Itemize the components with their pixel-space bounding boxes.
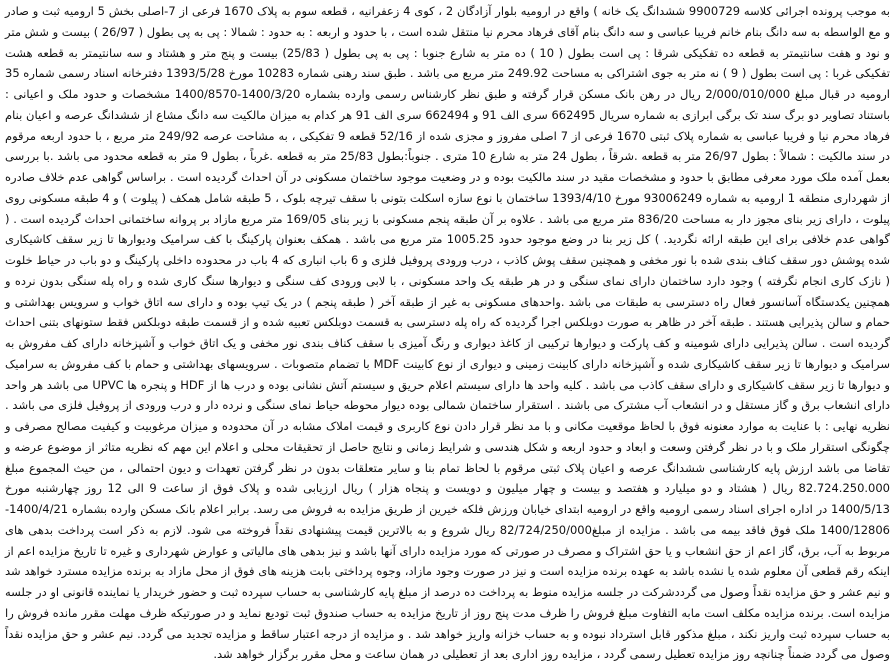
- notice-body-text: به موجب پرونده اجرائی کلاسه 9900729 ششدانگ یک خانه ) واقع در ارومیه بلوار آزادگان 2 ، کوی 4 زعفرانیه ، قطعه سوم به پلاک 1670 فرعی از 7-اصلی بخش 5 ارومیه ثبت و صادر و مع الواسطه به سه دانگ بنام خانم فریبا عباسی و سه دانگ بنام آقای فرهاد محرم نیا منتقل شده است ، با حدود و اربعه : به حدود : شمالا : پی به پی بطول ( 26/97 ) بیست و شش متر و نود و هفت سانتیمتر به قطعه ده تفکیکی شرقا : پی است بطول ( 10 ) ده متر به شارع جنوبا : پی به پی بطول ( 25/83) بیست و پنج متر و هشتاد و سه سانتیمتر به قطعه هشت تفکیکی غربا : پی است بطول ( 9 ) نه متر به جوی اشتراکی به مساحت 249.92 متر مربع می باشد . طبق سند رهنی شماره 10283 مورخ 1393/5/28 دفترخانه اسناد رسمی شماره 35 ارومیه در قبال مبلغ 2/000/010/000 ریال در رهن بانک مسکن قرار گرفته و طبق نظر کارشناس رسمی وارده بشماره 1400/3/20-1400/8570 مشخصات و حدود ملک و اعیانی : باستناد تصاویر دو برگ سند تک برگی ابرازی به شماره سریال 662495 سری الف 91 و 662494 سری الف 91 هر کدام به میزان مالکیت سه دانگ مشاع از ششدانگ عرصه و اعیان بنام فرهاد محرم نیا و فریبا عباسی به شماره پلاک ثبتی 1670 فرعی از 7 اصلی مفروز و مجزی شده از 52/16 قطعه 9 تفکیکی ، به مشاحت عرصه 249/92 متر مربع ، با حدود اربعه مرقوم در سند مالکیت : شمالاً : بطول 26/97 متر به قطعه .شرقاً ، بطول 24 متر به شارع 10 متری . جنوباً:بطول 25/83 متر به قطعه .غرباً ، بطول 9 متر به قطعه محدود می باشد .با بررسی بعمل آمده ملک مورد معرفی مطابق با حدود و مشخصات مقید در سند مالکیت بوده و در وضعیت موجود ساختمان مسکونی در آن احداث گردیده است . براساس گواهی عدم خلاف صادره از شهرداری منطقه 1 ارومیه به شماره 93006249 مورخ 1393/4/10 ساختمان با نوع سازه اسکلت بتونی با سقف تیرچه بلوک ، 5 طبقه شامل همکف ( پیلوت ) و 4 طبقه مسکونی روی پیلوت ، دارای زیر بنای مجوز دار به مساحت 836/20 متر مربع می باشد . علاوه بر آن طبقه پنجم مسکونی با زیر بنای 169/05 متر مربع مازاد بر پروانه ساختمانی احداث گردیده است . ( گواهی عدم خلافی برای این طبقه ارائه نگردید. ) کل زیر بنا در وضع موجود حدود 1005.25 متر مربع می باشد . همکف بعنوان پارکینگ با کف سرامیک ودیوارها تا زیر سقف کاشیکاری شده پوشش دور سقف کناف بندی شده با نور مخفی و همچنین سقف پوش کاذب ، درب ورودی پروفیل فلزی و 6 باب انباری که 4 باب در محدوده داخلی پارکینگ و دو باب در حیاط خلوت ( نازک کاری انجام نگرفته ) وجود دارد ساختمان دارای نمای سنگی و در هر طبقه یک واحد مسکونی ، با لابی ورودی کف سنگی و دیوارها سنگ کاری شده و راه پله سنگی بدون نرده و همچنین یکدستگاه آسانسور فعال راه دسترسی به طبقات می باشد .واحدهای مسکونی به غیر از طبقه آخر ( طبقه پنجم ) در یک تیپ بوده و دارای سه اتاق خواب و سرویس بهداشتی و حمام و سالن پذیرایی هستند . طبقه آخر در ظاهر به صورت دوبلکس اجرا گردیده که راه پله دسترسی به قسمت دوبلکس تعبیه شده و از قسمت طبقه دوبلکس فقط ستونهای بتنی احداث گردیده است . سالن پذیرایی دارای شومینه و کف پارکت و دیوارها ترکیبی از کاغذ دیواری و رنگ آمیزی با سقف کناف بندی نور مخفی و یک اتاق خواب و آشپزخانه دارای کف مفروش به سرامیک و دیوارها تا زیر سقف کاشیکاری شده و آشپزخانه دارای کابینت زمینی و دیواری از نوع کابینت MDF با تضمام متصوبات . سرویسهای بهداشتی و حمام با کف مفروش به سرامیک و دیوارها تا زیر سقف کاشیکاری و دارای سقف کاذب می باشد . کلیه واحد ها دارای سیستم اعلام حریق و سیستم آتش نشانی بوده و درب ها از HDF و پنجره ها UPVC می باشد هر واحد دارای انشعاب برق و گاز مستقل و در انشعاب آب مشترک می باشند . استقرار ساختمان شمالی بوده دیوار محوطه حیاط نمای سنگی و نرده دار و درب ورودی از پروفیل فلزی می باشد . نظریه نهایی : با عنایت به موارد معنونه فوق با لحاظ موقعیت مکانی و با مد نظر قرار دادن نوع کاربری و قیمت املاک مشابه در آن محدوده و میزان مرغوبیت و کیفیت مصالح مصرفی و چگونگی استقرار ملک و با در نظر گرفتن وسعت و ابعاد و حدود اربعه و شکل هندسی و شرایط زمانی و نتایج حاصل از تحقیقات محلی و اعلام این مهم که نظریه متاثر از موضوع عرضه و تقاضا می باشد ارزش پایه کارشناسی ششدانگ عرصه و اعیان پلاک ثبتی مرقوم با لحاظ تمام بنا و سایر متعلقات بدون در نظر گرفتن تعهدات و دیون احتمالی ، من حیث المجموع مبلغ 82.724.250.000 ریال ( هشتاد و دو میلیارد و هفتصد و بیست و چهار میلیون و دویست و پنجاه هزار ) ریال ارزیابی شده و پلاک فوق از ساعت 9 الی 12 روز چهارشنبه مورخ 1400/5/13 در اداره اجرای اسناد رسمی ارومیه واقع در ارومیه ابتدای خیابان ورزش فلکه خیرین از طریق مزایده به فروش می رسد. برابر اعلام بانک مسکن وارده بشماره 1400/4/21-1400/12806 ملک فوق فاقد بیمه می باشد . مزایده از مبلغ82/724/250/000 ریال شروع و به بالاترین قیمت پیشنهادی نقداً فروخته می شود. لازم به ذکر است پرداخت بدهی های مربوط به آب، برق، گاز اعم از حق انشعاب و یا حق اشتراک و مصرف در صورتی که مورد مزایده دارای آنها باشد و نیز بدهی های مالیاتی و عوارض شهرداری و غیره تا تاریخ مزایده اعم از اینکه رقم قطعی آن معلوم شده یا نشده باشد به عهده برنده مزایده است و نیز در صورت وجود مازاد، وجوه پرداختی بابت هزینه های فوق از محل مازاد به برنده مزایده مسترد خواهد شد و نیم عشر و حق مزایده نقداً وصول می گرددشرکت در جلسه مزایده منوط به پرداخت ده درصد از مبلغ پایه کارشناسی به حساب سپرده ثبت و حضور خریدار یا نماینده قانونی او در جلسه مزایده است. برنده مزایده مکلف است مابه التفاوت مبلغ فروش را ظرف مدت پنج روز از تاریخ مزایده به حساب صندوق ثبت تودیع نماید و در صورتیکه ظرف مهلت مقرر مانده فروش را به حساب سپرده ثبت واریز نکند ، مبلغ مذکور قابل استرداد نبوده و به حساب خزانه واریز خواهد شد . و مزایده از درجه اعتبار ساقط و مزایده تجدید می گردد. نیم عشر و حق مزایده نقداً وصول می گردد ضمناً چنانچه روز مزایده تعطیل رسمی گردد ، مزایده روز اداری بعد از تعطیلی در همان ساعت و محل مقرر برگزار خواهد شد.: [5, 4, 891, 662]
